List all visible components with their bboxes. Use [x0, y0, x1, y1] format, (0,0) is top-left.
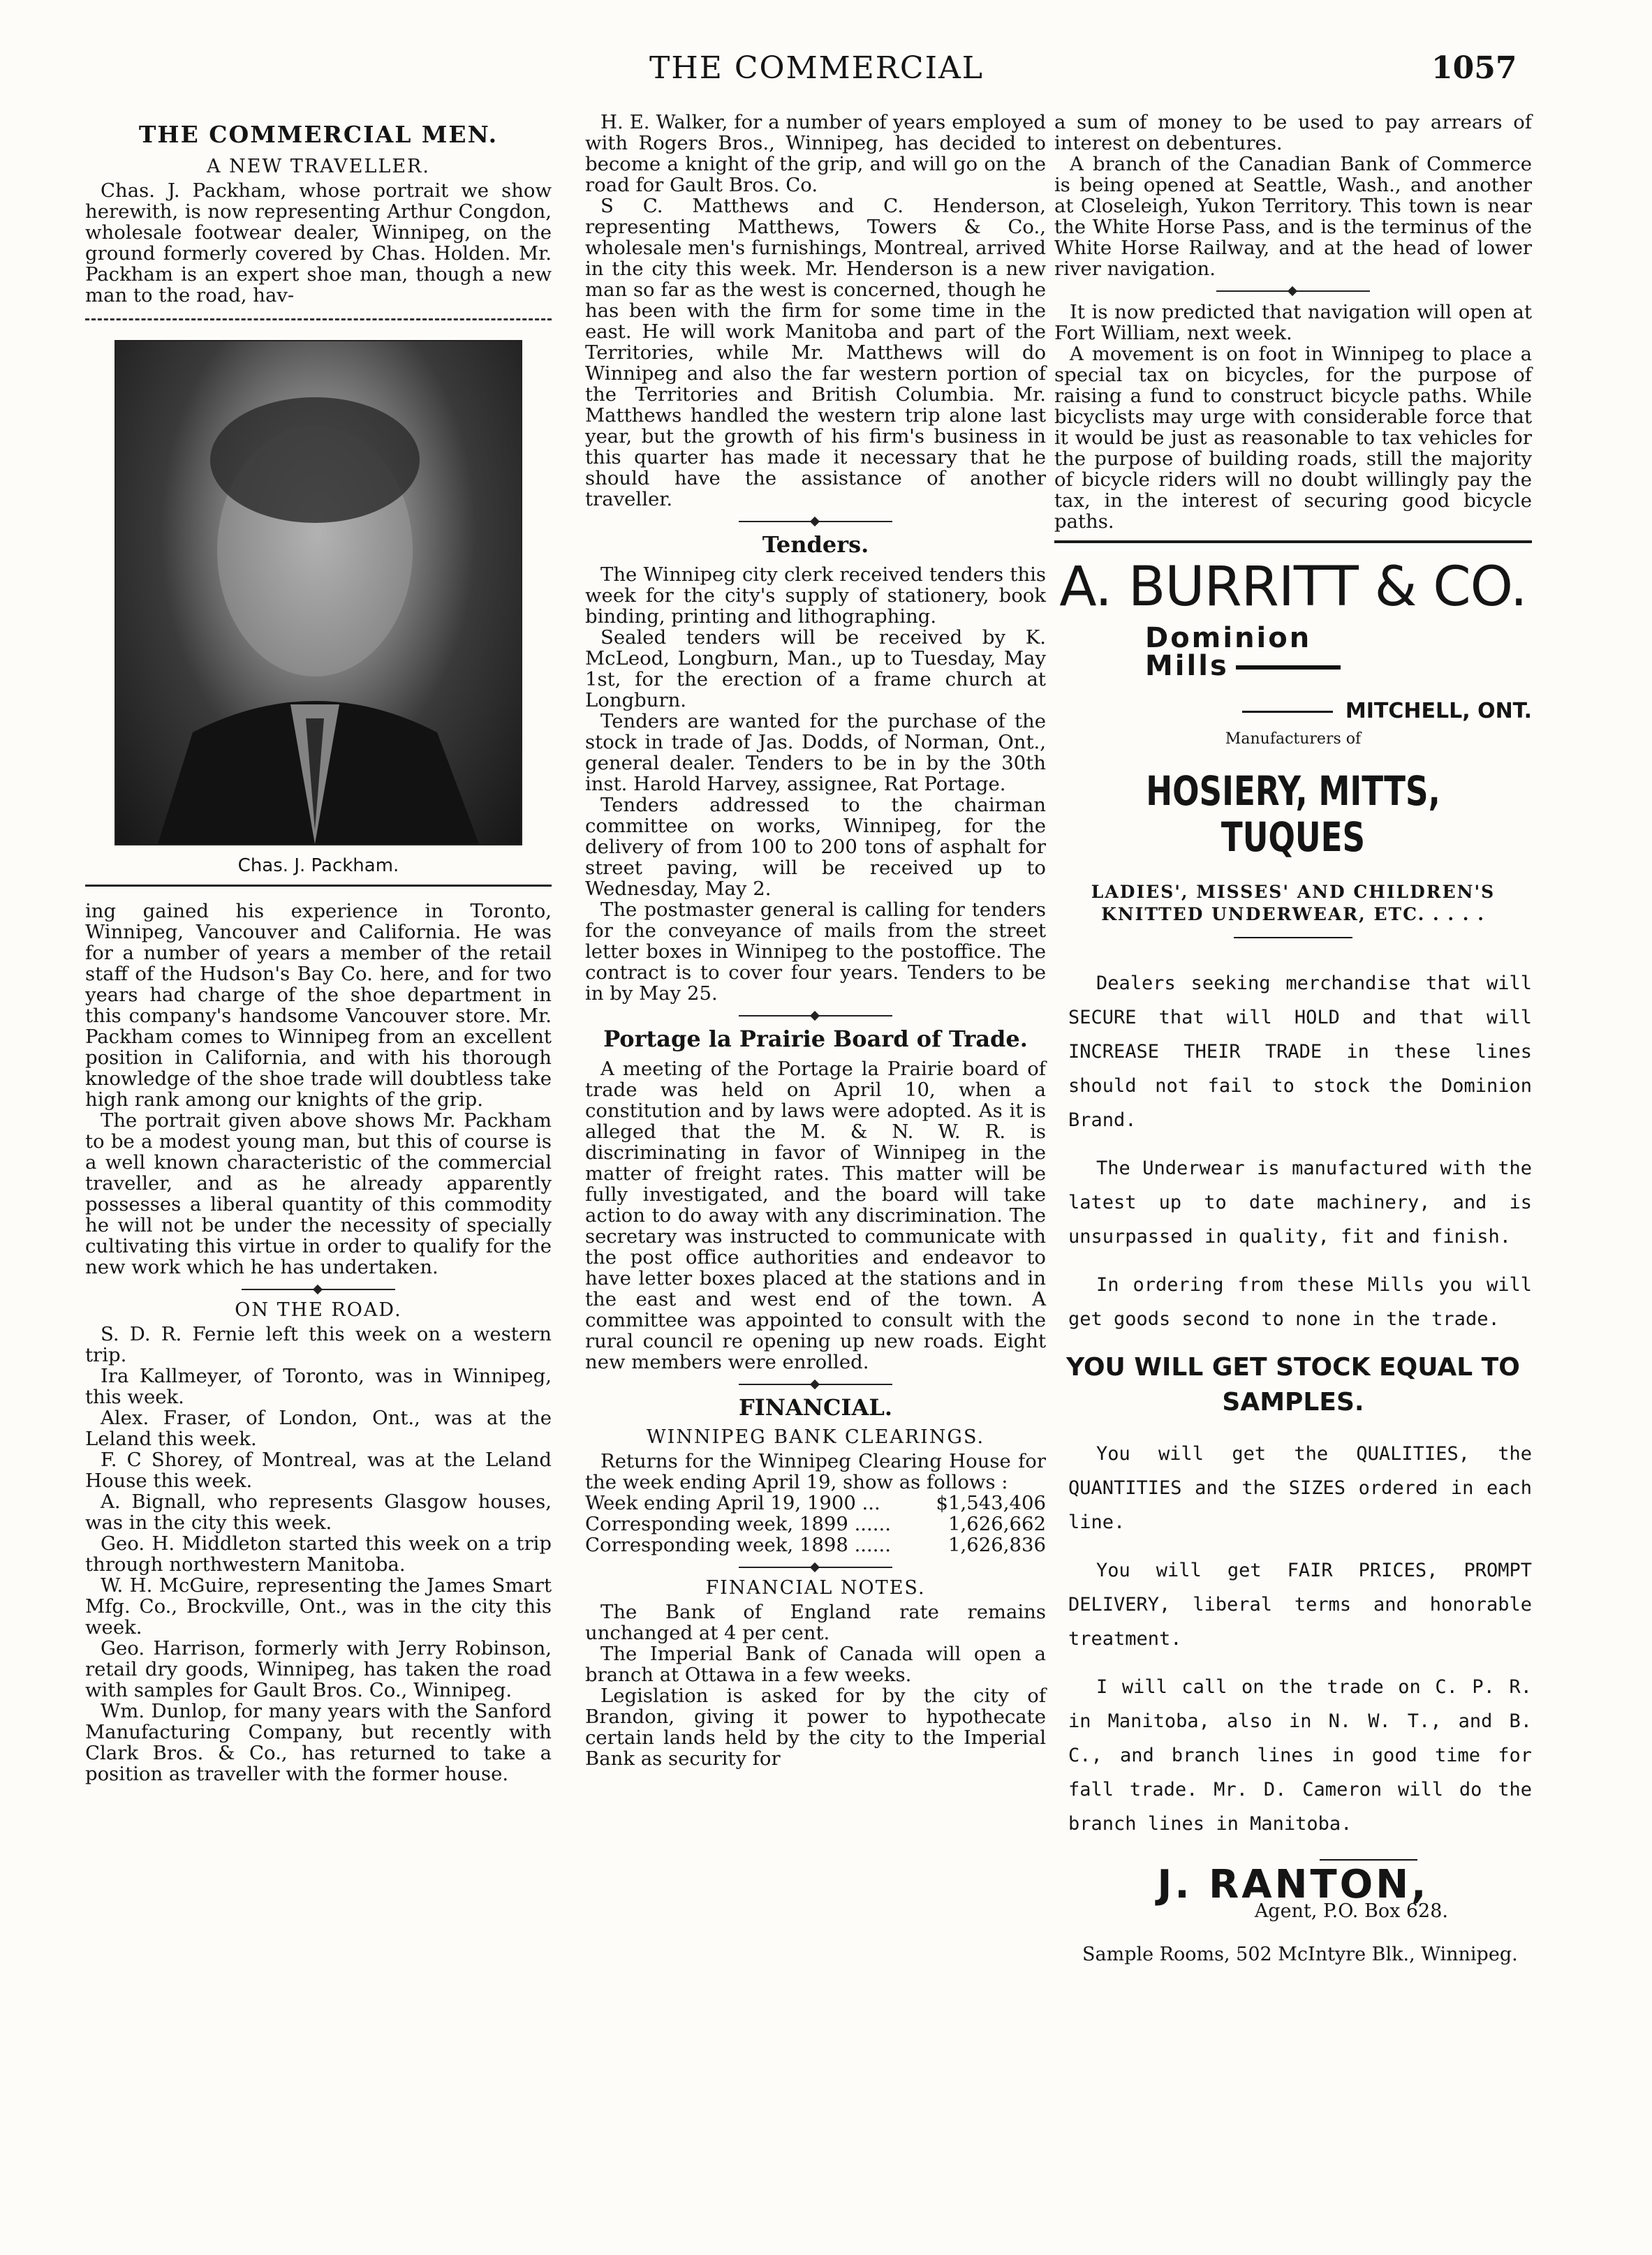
decorative-rule [1242, 711, 1333, 713]
article-paragraph: Chas. J. Packham, whose portrait we show herewith, is now representing Arthur Congdon, wholesale footwear dealer, Winnipeg, on the ground formerly covered by Chas. Holden. Mr. Packham is an expert shoe man, though a new man to the road, hav- [85, 179, 552, 306]
clearings-label: Corresponding week, 1899 ...... [585, 1513, 892, 1535]
news-item: Ira Kallmeyer, of Toronto, was in Winnipeg, this week. [85, 1365, 552, 1408]
news-item: Tenders are wanted for the purchase of the stock in trade of Jas. Dodds, of Norman, Ont., general dealer. Tenders to be in by the 30th inst. Harold Harvey, assignee, Rat Portage. [585, 710, 1046, 795]
ad-underwear-line2: KNITTED UNDERWEAR, ETC. . . . . [1101, 904, 1485, 924]
page-number: 1057 [1431, 50, 1517, 86]
column-2 [585, 112, 1046, 1769]
article-paragraph: a sum of money to be used to pay arrears of interest on debentures. [1054, 111, 1532, 154]
ad-company-name: A. BURRITT & CO. [1059, 556, 1527, 619]
subheading-financial-notes: FINANCIAL NOTES. [705, 1577, 926, 1599]
ad-paragraph: I will call on the trade on C. P. R. in Manitoba, also in N. W. T., and B. C., and branch lines in good time for fall trade. Mr. D. Cameron will do the branch lines in Manitoba. [1068, 1676, 1532, 1835]
news-item: A movement is on foot in Winnipeg to place a special tax on bicycles, for the purpose of raising a fund to construct bicycle paths. While bicyclists may urge with considerable force that it would be just as reasonable to tax vehicles for the purpose of building roads, still the majority of bicycle riders will no doubt willingly pay the tax, in the interest of securing good bicycle paths. [1054, 343, 1532, 533]
ad-paragraph: You will get the QUALITIES, the QUANTITIES and the SIZES ordered in each line. [1068, 1443, 1532, 1533]
news-item: Alex. Fraser, of London, Ont., was at the Leland this week. [85, 1407, 552, 1450]
news-item: S. D. R. Fernie left this week on a western trip. [85, 1323, 552, 1366]
dashed-divider [85, 318, 552, 320]
clearings-label: Corresponding week, 1898 ...... [585, 1534, 892, 1556]
news-item: Tenders addressed to the chairman committee on works, Winnipeg, for the delivery of from 100 to 200 tons of asphalt for street paving, will be received up to Wednesday, May 2. [585, 794, 1046, 900]
subheading-new-traveller: A NEW TRAVELLER. [207, 156, 430, 177]
news-item: It is now predicted that navigation will open at Fort William, next week. [1054, 301, 1532, 344]
ad-mills-line2 [1145, 652, 1532, 680]
ad-paragraph: In ordering from these Mills you will get goods second to none in the trade. [1068, 1274, 1532, 1330]
ornament-divider [242, 1286, 395, 1293]
ad-agent-box: Agent, P.O. Box 628. [1254, 1900, 1448, 1922]
decorative-rule [1234, 937, 1352, 938]
article-paragraph: Returns for the Winnipeg Clearing House for the week ending April 19, show as follows : [585, 1450, 1046, 1493]
news-item: The Winnipeg city clerk received tenders this week for the city's supply of stationery, book binding, printing and lithographing. [585, 563, 1046, 628]
clearings-row [585, 1493, 1046, 1514]
masthead [0, 50, 1652, 92]
section-heading-commercial-men: THE COMMERCIAL MEN. [138, 121, 499, 148]
news-item: H. E. Walker, for a number of years employed with Rogers Bros., Winnipeg, has decided to become a knight of the grip, and will go on the road for Gault Bros. Co. [585, 111, 1046, 196]
ornament-divider [739, 1012, 892, 1019]
news-item: The Bank of England rate remains unchanged at 4 per cent. [585, 1601, 1046, 1644]
news-item: Wm. Dunlop, for many years with the Sanford Manufacturing Company, but recently with Clark Bros. & Co., has returned to take a position as traveller with the former house. [85, 1700, 552, 1785]
ornament-divider [739, 1564, 892, 1571]
article-paragraph: ing gained his experience in Toronto, Winnipeg, Vancouver and California. He was for a number of years a member of the retail staff of the Hudson's Bay Co. here, and for two years had charge of the shoe department in this company's handsome Vancouver store. Mr. Packham comes to Winnipeg from an excellent position in California, and with his thorough knowledge of the shoe trade will doubtless take high rank among our knights of the grip. [85, 900, 552, 1111]
section-heading-tenders: Tenders. [762, 531, 869, 558]
decorative-rule [1236, 665, 1341, 670]
news-item: Sealed tenders will be received by K. McLeod, Longburn, Man., up to Tuesday, May 1st, for the erection of a frame church at Longburn. [585, 626, 1046, 711]
news-item: The postmaster general is calling for tenders for the conveyance of mails from the street letter boxes in Winnipeg to the postoffice. The contract is to cover four years. Tenders to be in by May 25. [585, 899, 1046, 1005]
ad-town-text: MITCHELL, ONT. [1345, 699, 1532, 723]
clearings-value: 1,626,662 [948, 1513, 1046, 1535]
portrait-caption: Chas. J. Packham. [237, 855, 399, 876]
ad-manufacturers: Manufacturers of [1225, 730, 1362, 748]
column-3 [1054, 112, 1532, 1968]
ornament-divider [739, 1381, 892, 1388]
news-item: A branch of the Canadian Bank of Commerce is being opened at Seattle, Wash., and another at Closeleigh, Yukon Territory. This town is near the White Horse Pass, and is the terminus of the White Horse Railway, and at the head of lower river navigation. [1054, 153, 1532, 280]
divider [1054, 540, 1532, 543]
ad-mills-line1: Dominion [1145, 622, 1312, 654]
news-item: W. H. McGuire, representing the James Smart Mfg. Co., Brockville, Ont., was in the city this week. [85, 1574, 552, 1639]
news-item: The Imperial Bank of Canada will open a branch at Ottawa in a few weeks. [585, 1643, 1046, 1686]
decorative-rule [1320, 1859, 1417, 1861]
ad-sample-rooms: Sample Rooms, 502 McIntyre Blk., Winnipeg. [1082, 1944, 1518, 1965]
article-paragraph: The portrait given above shows Mr. Packham to be a modest young man, but this of course is a well known characteristic of the commercial traveller, and as he already apparently possesses a liberal quantity of this commodity he will not be under the necessity of specially cultivating this virtue in order to qualify for the new work which he has undertaken. [85, 1109, 552, 1278]
ad-underwear-line1: LADIES', MISSES' AND CHILDREN'S [1091, 882, 1496, 902]
ad-paragraph: The Underwear is manufactured with the latest up to date machinery, and is unsurpassed in quality, fit and finish. [1068, 1158, 1532, 1248]
news-item: S C. Matthews and C. Henderson, representing Matthews, Towers & Co., wholesale men's furnishings, Montreal, arrived in the city this week. Mr. Henderson is a new man so far as the west is concerned, though he has been with the firm for some time in the east. He will work Manitoba and part of the Territories, while Mr. Matthews will do Winnipeg and also the far western portion of the Territories and British Columbia. Mr. Matthews handled the western trip alone last year, but the growth of his firm's business in this quarter has made it necessary that he should have the assistance of another traveller. [585, 195, 1046, 510]
news-item: Geo. Harrison, formerly with Jerry Robinson, retail dry goods, Winnipeg, has taken the road with samples for Gault Bros. Co., Winnipeg. [85, 1637, 552, 1701]
section-heading-financial: FINANCIAL. [739, 1394, 892, 1421]
article-paragraph: A meeting of the Portage la Prairie board of trade was held on April 10, when a constitution and by laws were adopted. As it is alleged that the M. & N. W. R. is discriminating in favor of Winnipeg in the matter of freight rates. This matter will be fully investigated, and the board will take action to do away with any discrimination. The secretary was instructed to communicate with the post office authorities and endeavor to have letter boxes placed at the stations and in the east and west end of the town. A committee was appointed to consult with the rural council re opening up new roads. Eight new members were enrolled. [585, 1058, 1046, 1373]
ornament-divider [1216, 288, 1370, 295]
portrait-photo [115, 340, 522, 845]
subheading-on-the-road: ON THE ROAD. [235, 1299, 402, 1321]
news-item: A. Bignall, who represents Glasgow houses, was in the city this week. [85, 1491, 552, 1534]
ornament-divider [739, 518, 892, 525]
clearings-value: 1,626,836 [948, 1534, 1046, 1556]
ad-products: HOSIERY, MITTS, TUQUES [1146, 767, 1440, 861]
column-1 [85, 112, 552, 1784]
ad-body [1068, 1437, 1532, 1841]
ad-body [1068, 966, 1532, 1336]
ad-mills-text: Mills [1145, 650, 1229, 682]
ad-paragraph: You will get FAIR PRICES, PROMPT DELIVERY, liberal terms and honorable treatment. [1068, 1560, 1532, 1650]
clearings-row [585, 1514, 1046, 1535]
news-item: Geo. H. Middleton started this week on a trip through northwestern Manitoba. [85, 1532, 552, 1576]
publication-title: THE COMMERCIAL [649, 50, 984, 86]
divider [85, 885, 552, 887]
subheading-bank-clearings: WINNIPEG BANK CLEARINGS. [646, 1426, 985, 1448]
news-item: Legislation is asked for by the city of Brandon, giving it power to hypothecate certain lands held by the city to the Imperial Bank as security for [585, 1685, 1046, 1770]
advertisement [1054, 557, 1532, 1968]
ad-town [1054, 701, 1532, 722]
clearings-value: $1,543,406 [936, 1492, 1046, 1514]
news-item: F. C Shorey, of Montreal, was at the Leland House this week. [85, 1449, 552, 1492]
clearings-label: Week ending April 19, 1900 ... [585, 1492, 880, 1514]
ad-agent-name: J. RANTON, [1157, 1862, 1429, 1907]
clearings-row [585, 1535, 1046, 1555]
section-heading-portage: Portage la Prairie Board of Trade. [603, 1026, 1028, 1052]
ad-paragraph: Dealers seeking merchandise that will SECURE that will HOLD and that will INCREASE THEIR TRADE in these lines should not fail to stock the Dominion Brand. [1068, 973, 1532, 1131]
ad-stock-heading: YOU WILL GET STOCK EQUAL TO SAMPLES. [1066, 1353, 1520, 1417]
